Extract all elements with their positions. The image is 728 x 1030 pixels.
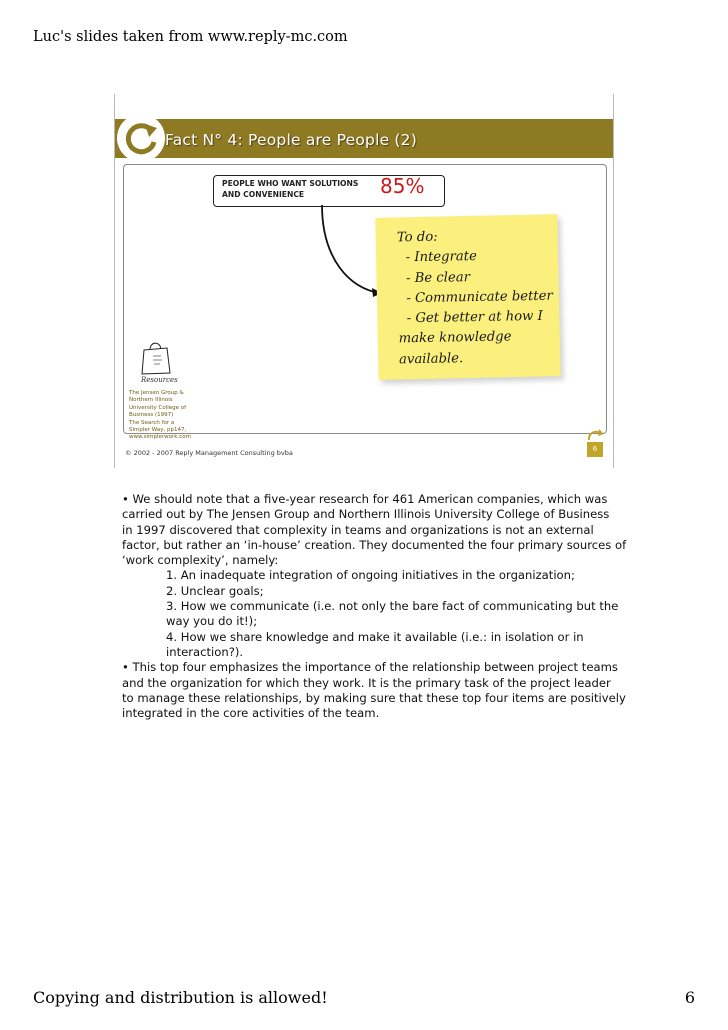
note-line: integrated in the core activities of the team.: [122, 706, 380, 721]
sticky-line: available.: [398, 351, 464, 368]
sticky-line: To do:: [396, 229, 438, 246]
reference-line: The Jensen Group &: [129, 390, 184, 396]
resources-label: Resources: [141, 376, 178, 384]
callout-line-2: AND CONVENIENCE: [222, 190, 305, 199]
sticky-line: - Integrate: [397, 249, 477, 266]
note-line: to manage these relationships, by making sure that these top four items are positively: [122, 690, 626, 705]
note-line: 3. How we communicate (i.e. not only the bare fact of communicating but the: [166, 599, 619, 614]
callout-line-1: PEOPLE WHO WANT SOLUTIONS: [222, 179, 359, 188]
note-line: 2. Unclear goals;: [166, 583, 264, 598]
percentage: 85%: [380, 174, 425, 198]
sticky-note-text: [397, 226, 554, 371]
note-line: 1. An inadequate integration of ongoing initiatives in the organization;: [166, 568, 575, 583]
page-number: 6: [684, 988, 695, 1007]
slide-title: Fact N° 4: People are People (2): [165, 131, 417, 149]
slide: [114, 94, 614, 468]
note-line: 4. How we share knowledge and make it available (i.e.: in isolation or in: [166, 629, 584, 644]
reference-line: Northern Illinois: [129, 397, 173, 404]
copyright: © 2002 - 2007 Reply Management Consulting bvba: [125, 449, 293, 457]
note-line: way you do it!);: [166, 614, 258, 629]
sticky-line: - Get better at how I: [398, 309, 543, 327]
note-line: ‘work complexity’, namely:: [122, 553, 279, 568]
reference-line: University College of: [129, 404, 187, 411]
page-footer: Copying and distribution is allowed!: [33, 988, 328, 1007]
references: [129, 390, 191, 442]
refresh-arrow-icon: [121, 118, 161, 158]
note-line: • This top four emphasizes the importance of the relationship between project teams: [122, 660, 618, 675]
note-line: and the organization for which they work. It is the primary task of the project leader: [122, 675, 611, 690]
sticky-line: make knowledge: [398, 329, 512, 347]
slide-page-badge: 6: [587, 442, 603, 457]
reference-line: The Search for a: [129, 419, 175, 426]
note-line: in 1997 discovered that complexity in teams and organizations is not an external: [122, 522, 594, 537]
callout-text: [222, 178, 358, 200]
note-line: carried out by The Jensen Group and Northern Illinois University College of Business: [122, 507, 610, 522]
refresh-small-icon: [585, 428, 605, 442]
sticky-line: - Be clear: [397, 269, 471, 286]
note-line: factor, but rather an ‘in-house’ creation. They documented the four primary sources of: [122, 537, 627, 552]
shopping-bag-icon: [139, 338, 173, 376]
reference-line: www.simplerwork.com: [129, 434, 191, 441]
note-line: interaction?).: [166, 644, 244, 659]
note-line: • We should note that a five-year research for 461 American companies, which was: [122, 492, 608, 506]
reference-line: Business (1997): [129, 412, 174, 419]
sticky-line: - Communicate better: [397, 288, 553, 307]
page-header: Luc's slides taken from www.reply-mc.com: [33, 29, 348, 45]
reference-line: Simpler Way, pp147,: [129, 427, 187, 434]
speaker-notes: [122, 492, 627, 721]
